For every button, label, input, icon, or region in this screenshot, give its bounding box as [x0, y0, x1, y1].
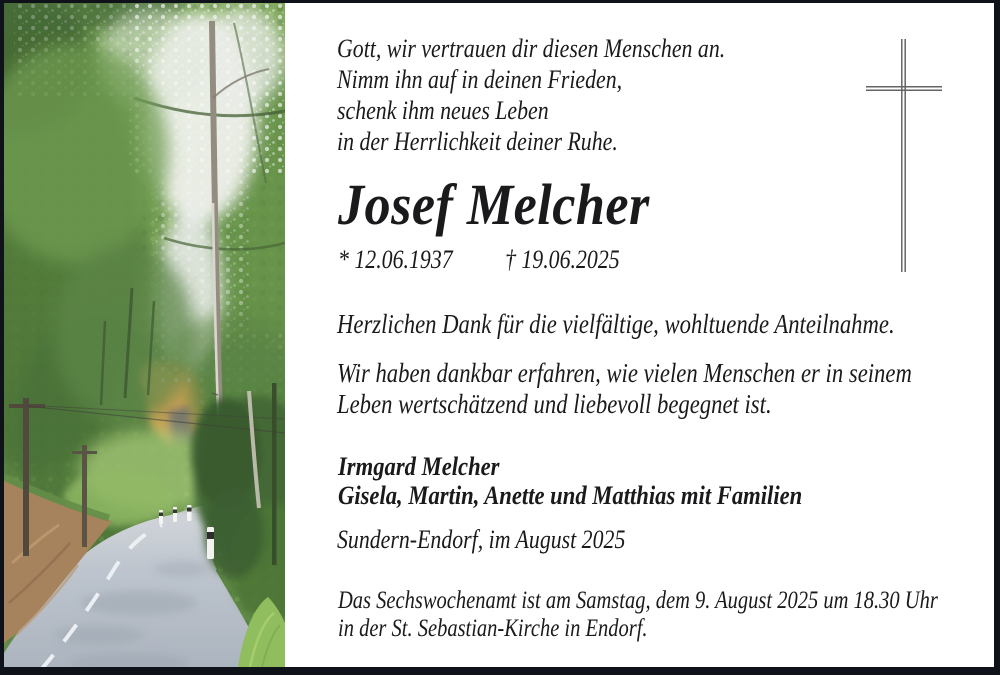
deceased-name: Josef Melcher [338, 172, 650, 237]
service-line: in der St. Sebastian-Kirche in Endorf. [338, 615, 648, 642]
verse-line: in der Herrlichkeit deiner Ruhe. [337, 127, 618, 156]
mourner-line: Gisela, Martin, Anette und Matthias mit Familien [338, 481, 803, 510]
forest-road-photo [4, 3, 285, 667]
opening-verse [337, 33, 799, 157]
thanks-line: Herzlichen Dank für die vielfältige, wohltuende Anteilnahme. [337, 309, 895, 339]
birth-date: * 12.06.1937 [338, 245, 453, 274]
place-and-date: Sundern-Endorf, im August 2025 [337, 525, 626, 554]
service-announcement [338, 587, 994, 643]
verse-line: Gott, wir vertrauen dir diesen Menschen an. [337, 34, 726, 63]
tribute-line: Leben wertschätzend und liebevoll begegnet ist. [337, 389, 772, 419]
mourners-list [338, 452, 872, 510]
verse-line: schenk ihm neues Leben [337, 96, 549, 125]
forest-road-illustration [4, 3, 285, 667]
service-line: Das Sechswochenamt ist am Samstag, dem 9. August 2025 um 18.30 Uhr [338, 587, 938, 614]
mourner-line: Irmgard Melcher [338, 452, 500, 481]
tribute-paragraph [337, 358, 994, 420]
cross-icon [862, 35, 952, 277]
notice-paper [4, 3, 994, 667]
death-date: † 19.06.2025 [505, 245, 620, 274]
verse-line: Nimm ihn auf in deinen Frieden, [337, 65, 623, 94]
tribute-line: Wir haben dankbar erfahren, wie vielen Menschen er in seinem [337, 358, 912, 388]
